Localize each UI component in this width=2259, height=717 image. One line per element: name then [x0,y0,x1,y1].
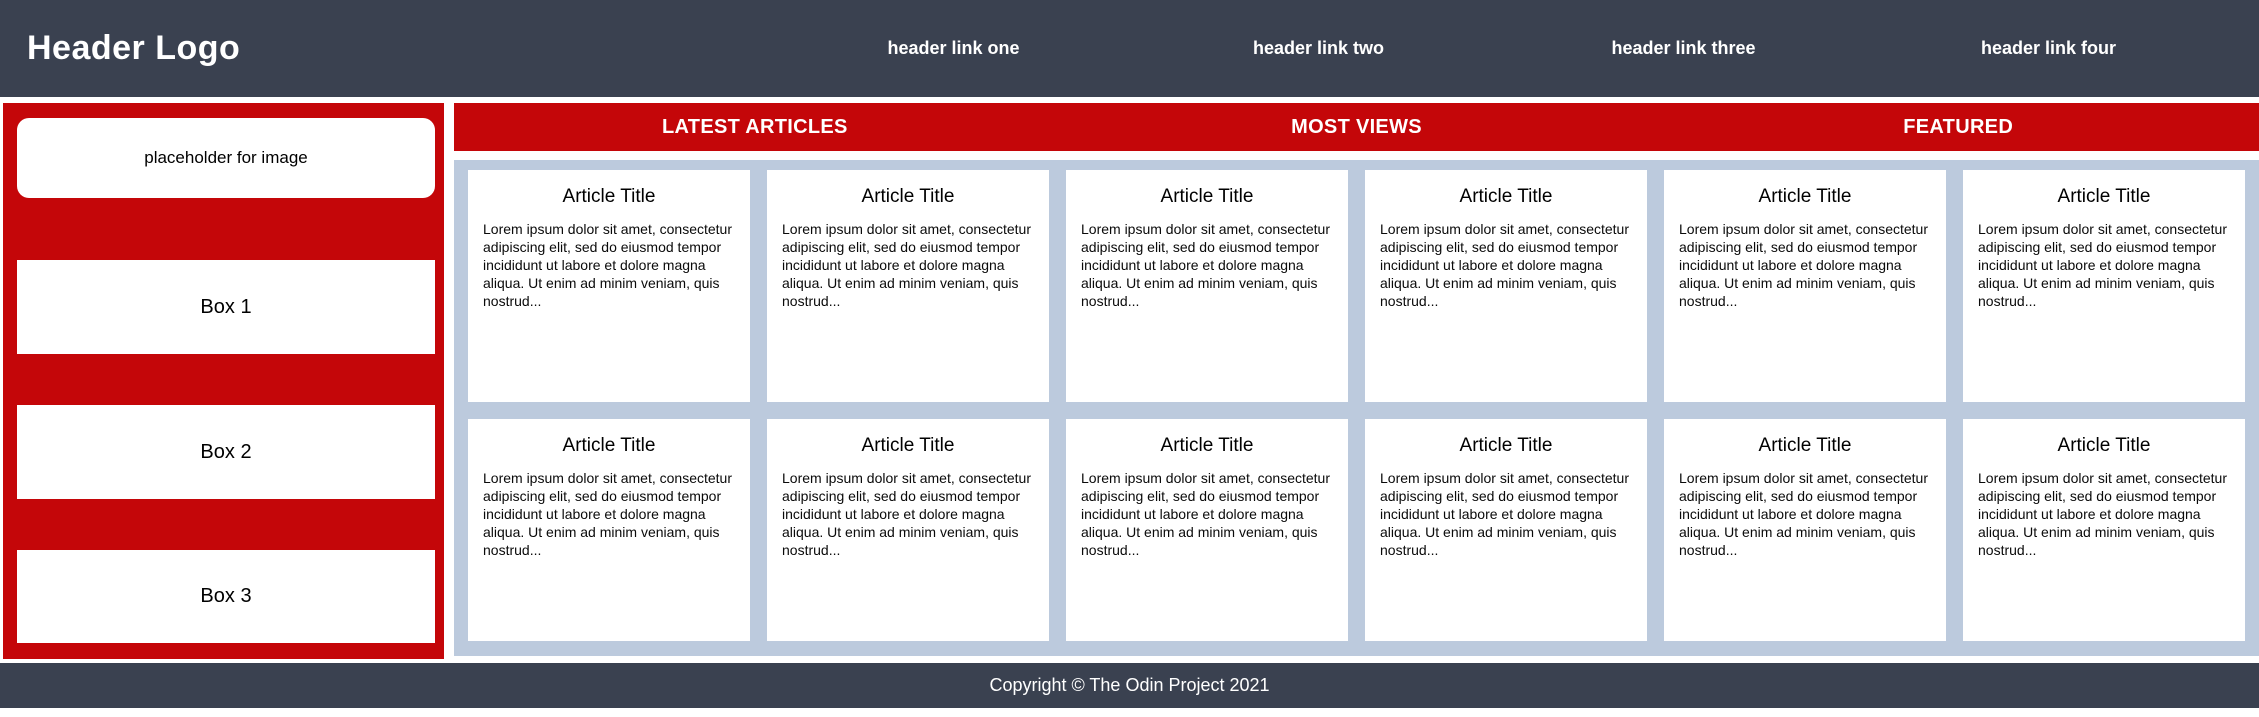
section-latest-articles: LATEST ARTICLES [662,115,848,138]
article-title: Article Title [861,435,955,456]
sidebar-box-2: Box 2 [17,405,435,499]
article-card [767,170,1049,402]
article-body: Lorem ipsum dolor sit amet, consectetur adipiscing elit, sed do eiusmod tempor incididunt ut labore et dolore magna aliqua. Ut enim ad minim veniam, quis nostrud... [1081,470,1330,558]
header-link-three[interactable]: header link three [1611,38,1756,58]
copyright-text: Copyright © The Odin Project 2021 [989,675,1270,695]
article-body: Lorem ipsum dolor sit amet, consectetur adipiscing elit, sed do eiusmod tempor incididunt ut labore et dolore magna aliqua. Ut enim ad minim veniam, quis nostrud... [1380,221,1629,309]
article-title: Article Title [861,186,955,207]
article-card [1066,419,1348,641]
article-card [468,419,750,641]
article-title: Article Title [1459,435,1553,456]
article-card [1365,170,1647,402]
article-body: Lorem ipsum dolor sit amet, consectetur adipiscing elit, sed do eiusmod tempor incididunt ut labore et dolore magna aliqua. Ut enim ad minim veniam, quis nostrud... [1679,221,1928,309]
section-header-bar [454,103,2259,151]
article-body: Lorem ipsum dolor sit amet, consectetur adipiscing elit, sed do eiusmod tempor incididunt ut labore et dolore magna aliqua. Ut enim ad minim veniam, quis nostrud... [782,221,1031,309]
section-featured: FEATURED [1903,115,2014,138]
article-card [468,170,750,402]
article-body: Lorem ipsum dolor sit amet, consectetur adipiscing elit, sed do eiusmod tempor incididunt ut labore et dolore magna aliqua. Ut enim ad minim veniam, quis nostrud... [1679,470,1928,558]
header-link-two[interactable]: header link two [1252,38,1385,58]
article-card [767,419,1049,641]
main-content [454,103,2259,659]
article-title: Article Title [1758,435,1852,456]
article-title: Article Title [2057,435,2151,456]
site-header [0,0,2259,97]
article-card [1664,419,1946,641]
article-body: Lorem ipsum dolor sit amet, consectetur adipiscing elit, sed do eiusmod tempor incididunt ut labore et dolore magna aliqua. Ut enim ad minim veniam, quis nostrud... [1978,221,2227,309]
article-title: Article Title [1160,435,1254,456]
article-body: Lorem ipsum dolor sit amet, consectetur adipiscing elit, sed do eiusmod tempor incididunt ut labore et dolore magna aliqua. Ut enim ad minim veniam, quis nostrud... [1978,470,2227,558]
image-placeholder: placeholder for image [17,118,435,198]
article-card [1365,419,1647,641]
sidebar-box-3: Box 3 [17,550,435,643]
article-card [1963,419,2245,641]
section-most-views: MOST VIEWS [1291,115,1422,138]
article-title: Article Title [1758,186,1852,207]
article-body: Lorem ipsum dolor sit amet, consectetur adipiscing elit, sed do eiusmod tempor incididunt ut labore et dolore magna aliqua. Ut enim ad minim veniam, quis nostrud... [483,470,732,558]
article-body: Lorem ipsum dolor sit amet, consectetur adipiscing elit, sed do eiusmod tempor incididunt ut labore et dolore magna aliqua. Ut enim ad minim veniam, quis nostrud... [782,470,1031,558]
article-title: Article Title [2057,186,2151,207]
header-logo: Header Logo [27,29,241,67]
header-nav [771,38,2231,59]
site-footer [0,663,2259,708]
article-title: Article Title [1459,186,1553,207]
content-row [3,103,2259,659]
article-card [1963,170,2245,402]
header-link-one[interactable]: header link one [887,38,1020,58]
article-card [1066,170,1348,402]
sidebar-box-1: Box 1 [17,260,435,354]
header-link-four[interactable]: header link four [1980,38,2117,58]
article-body: Lorem ipsum dolor sit amet, consectetur adipiscing elit, sed do eiusmod tempor incididunt ut labore et dolore magna aliqua. Ut enim ad minim veniam, quis nostrud... [483,221,732,309]
article-title: Article Title [1160,186,1254,207]
article-grid [454,160,2259,656]
article-title: Article Title [562,435,656,456]
article-card [1664,170,1946,402]
article-body: Lorem ipsum dolor sit amet, consectetur adipiscing elit, sed do eiusmod tempor incididunt ut labore et dolore magna aliqua. Ut enim ad minim veniam, quis nostrud... [1081,221,1330,309]
article-body: Lorem ipsum dolor sit amet, consectetur adipiscing elit, sed do eiusmod tempor incididunt ut labore et dolore magna aliqua. Ut enim ad minim veniam, quis nostrud... [1380,470,1629,558]
article-title: Article Title [562,186,656,207]
sidebar [3,103,444,659]
